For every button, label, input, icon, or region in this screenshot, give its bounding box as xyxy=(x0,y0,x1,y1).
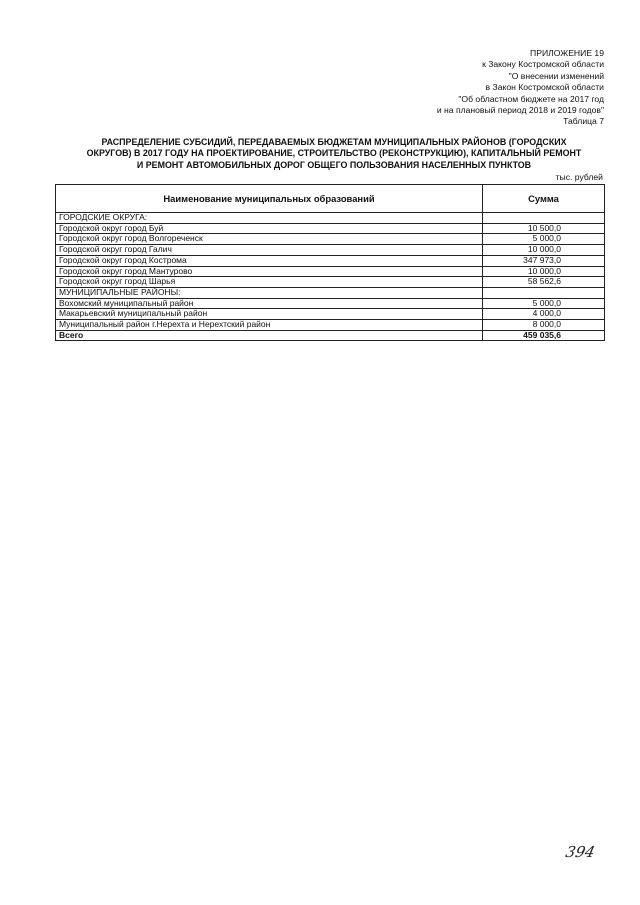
row-name: Вохомский муниципальный район xyxy=(56,298,483,309)
row-sum xyxy=(483,213,605,224)
table-row xyxy=(56,298,605,309)
row-sum: 5 000,0 xyxy=(483,234,605,245)
law-title-line: в Закон Костромской области xyxy=(485,82,604,93)
row-sum: 8 000,0 xyxy=(483,320,605,331)
title-line: И РЕМОНТ АВТОМОБИЛЬНЫХ ДОРОГ ОБЩЕГО ПОЛЬЗОВАНИЯ НАСЕЛЕННЫХ ПУНКТОВ xyxy=(136,159,532,170)
row-name: Муниципальный район г.Нерехта и Нерехтский район xyxy=(56,320,483,331)
appendix-header xyxy=(304,48,604,128)
title-line: РАСПРЕДЕЛЕНИЕ СУБСИДИЙ, ПЕРЕДАВАЕМЫХ БЮДЖЕТАМ МУНИЦИПАЛЬНЫХ РАЙОНОВ (ГОРОДСКИХ xyxy=(101,137,567,147)
law-title-line: "О внесении изменений xyxy=(508,70,604,81)
total-sum: 459 035,6 xyxy=(483,330,605,341)
row-sum: 10 000,0 xyxy=(483,266,605,277)
row-name: ГОРОДСКИЕ ОКРУГА: xyxy=(56,213,483,224)
row-name: Городской округ город Волгореченск xyxy=(56,234,483,245)
row-name: Городской округ город Кострома xyxy=(56,255,483,266)
table-row xyxy=(56,245,605,256)
row-name: Макарьевский муниципальный район xyxy=(56,309,483,320)
row-sum: 5 000,0 xyxy=(483,298,605,309)
law-title-line: и на плановый период 2018 и 2019 годов" xyxy=(436,105,604,116)
row-sum: 10 000,0 xyxy=(483,245,605,256)
table-row xyxy=(56,213,605,224)
column-header-name: Наименование муниципальных образований xyxy=(56,185,483,213)
table-row xyxy=(56,320,605,331)
table-row xyxy=(56,223,605,234)
row-name: Городской округ город Мантурово xyxy=(56,266,483,277)
total-label: Всего xyxy=(56,330,483,341)
table-row xyxy=(56,287,605,298)
table-row xyxy=(56,234,605,245)
handwritten-page-number: 394 xyxy=(564,843,597,861)
row-name: Городской округ город Шарья xyxy=(56,277,483,288)
column-header-sum: Сумма xyxy=(483,185,605,213)
subsidy-table xyxy=(55,184,605,341)
row-sum: 58 562,6 xyxy=(483,277,605,288)
table-row xyxy=(56,277,605,288)
table-number: Таблица 7 xyxy=(563,116,604,127)
table-row xyxy=(56,266,605,277)
row-sum: 347 973,0 xyxy=(483,255,605,266)
table-row xyxy=(56,255,605,266)
row-sum xyxy=(483,287,605,298)
row-name: Городской округ город Буй xyxy=(56,223,483,234)
total-row xyxy=(56,330,605,341)
title-line: ОКРУГОВ) В 2017 ГОДУ НА ПРОЕКТИРОВАНИЕ, СТРОИТЕЛЬСТВО (РЕКОНСТРУКЦИЮ), КАПИТАЛЬНЫЙ РЕМОНТ xyxy=(86,148,582,159)
table-row xyxy=(56,309,605,320)
row-sum: 4 000,0 xyxy=(483,309,605,320)
row-name: МУНИЦИПАЛЬНЫЕ РАЙОНЫ: xyxy=(56,287,483,298)
table-header-row xyxy=(56,185,605,213)
row-name: Городской округ город Галич xyxy=(56,245,483,256)
units-label: тыс. рублей xyxy=(555,172,603,182)
row-sum: 10 500,0 xyxy=(483,223,605,234)
appendix-label: ПРИЛОЖЕНИЕ 19 xyxy=(530,48,604,58)
document-title xyxy=(56,137,612,171)
law-reference: к Закону Костромской области xyxy=(482,59,604,70)
law-title-line: "Об областном бюджете на 2017 год xyxy=(458,93,604,104)
